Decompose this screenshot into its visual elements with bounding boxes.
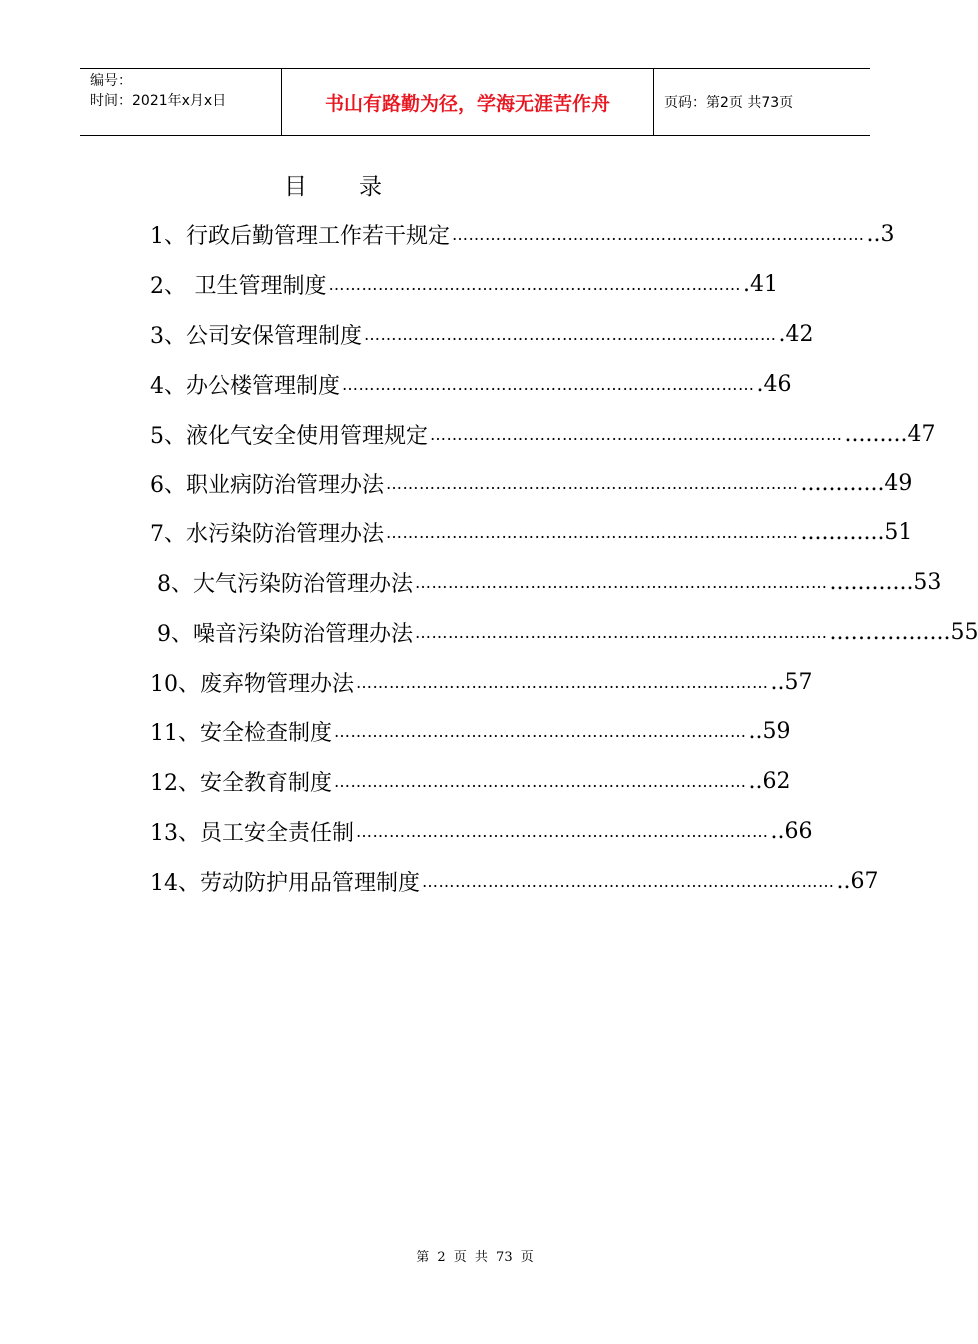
- number-label: 编号：: [90, 73, 132, 89]
- toc-entry[interactable]: [150, 468, 913, 498]
- toc-entry-title: 行政后勤管理工作若干规定: [186, 223, 451, 249]
- toc-entry-number: 4、: [150, 373, 186, 399]
- toc-entry-page: ..3: [866, 221, 895, 247]
- toc-entry-title: 液化气安全使用管理规定: [186, 423, 429, 449]
- toc-entry-number: 12、: [150, 770, 200, 796]
- toc-entry-number: 11、: [150, 720, 200, 746]
- toc-entry-title: 安全教育制度: [200, 770, 333, 796]
- toc-entry-title: 水污染防治管理办法: [186, 521, 385, 547]
- toc-leader-dots: …………………………………………………………………: [356, 821, 769, 841]
- toc-entry-title: 职业病防治管理办法: [186, 472, 385, 498]
- toc-entry-title: 公司安保管理制度: [186, 323, 363, 349]
- toc-entry[interactable]: [150, 667, 813, 697]
- toc-entry-number: 6、: [150, 472, 186, 498]
- toc-entry-title: 安全检查制度: [200, 720, 333, 746]
- toc-entry-number: 14、: [150, 870, 200, 896]
- page-header: [80, 68, 870, 136]
- toc-entry[interactable]: [150, 816, 813, 846]
- toc-entry-number: 13、: [150, 820, 200, 846]
- toc-entry-page: .41: [743, 271, 778, 297]
- toc-leader-dots: …………………………………………………………………: [364, 324, 777, 344]
- toc-entry[interactable]: [150, 369, 792, 399]
- toc-entry-page: ............53: [829, 569, 942, 595]
- toc-leader-dots: …………………………………………………………………: [452, 224, 865, 244]
- time-label: 时间：2021年x月x日: [90, 93, 227, 109]
- toc-entry-page: ..67: [836, 868, 879, 894]
- toc-leader-dots: …………………………………………………………………: [356, 672, 769, 692]
- toc-entry[interactable]: [150, 866, 879, 896]
- toc-entry-title: 员工安全责任制: [200, 820, 355, 846]
- toc-leader-dots: …………………………………………………………………: [342, 374, 755, 394]
- toc-entry[interactable]: [150, 269, 778, 299]
- toc-entry-title: 办公楼管理制度: [186, 373, 341, 399]
- toc-entry[interactable]: [150, 766, 791, 796]
- toc-entry[interactable]: [150, 716, 791, 746]
- toc-leader-dots: …………………………………………………………………: [334, 771, 747, 791]
- header-page-info: 页码：第2页 共73页: [664, 95, 794, 111]
- toc-leader-dots: …………………………………………………………………: [415, 622, 828, 642]
- toc-entry-number: 1、: [150, 223, 186, 249]
- toc-entry-number: 8、: [157, 571, 193, 597]
- page-footer: 第 2 页 共 73 页: [416, 1250, 534, 1265]
- toc-entry[interactable]: [157, 617, 978, 647]
- toc-leader-dots: …………………………………………………………………: [328, 274, 741, 294]
- toc-entry-page: ..57: [770, 669, 813, 695]
- toc-entry[interactable]: [150, 219, 895, 249]
- toc-entry-number: 2、: [150, 273, 186, 299]
- toc-entry-number: 9、: [157, 621, 193, 647]
- toc-entry-page: ..62: [748, 768, 791, 794]
- toc-entry[interactable]: [150, 419, 936, 449]
- toc-leader-dots: …………………………………………………………………: [422, 871, 835, 891]
- toc-title: 目录: [284, 174, 434, 200]
- toc-entry-number: 10、: [150, 671, 200, 697]
- toc-entry-page: ............49: [800, 470, 913, 496]
- toc-entry-number: 5、: [150, 423, 186, 449]
- toc-entry-page: .42: [778, 321, 814, 347]
- toc-entry-number: 7、: [150, 521, 186, 547]
- toc-entry-page: .........47: [844, 421, 936, 447]
- toc-entry[interactable]: [150, 319, 814, 349]
- toc-entry-title: 噪音污染防治管理办法: [193, 621, 414, 647]
- toc-entry-page: ..59: [748, 718, 791, 744]
- toc-entry-number: 3、: [150, 323, 186, 349]
- toc-leader-dots: …………………………………………………………………: [415, 572, 828, 592]
- toc-entry[interactable]: [157, 567, 942, 597]
- toc-entry[interactable]: [150, 517, 913, 547]
- toc-entry-title: 大气污染防治管理办法: [193, 571, 414, 597]
- toc-entry-title: 卫生管理制度: [194, 273, 327, 299]
- toc-entry-title: 废弃物管理办法: [200, 671, 355, 697]
- toc-entry-page: ..66: [770, 818, 813, 844]
- toc-entry-page: ............51: [800, 519, 913, 545]
- toc-leader-dots: …………………………………………………………………: [430, 424, 843, 444]
- toc-entry-title: 劳动防护用品管理制度: [200, 870, 421, 896]
- toc-entry-page: .46: [756, 371, 792, 397]
- toc-leader-dots: …………………………………………………………………: [334, 721, 747, 741]
- header-motto: 书山有路勤为径，学海无涯苦作舟: [282, 69, 654, 135]
- toc-entry-page: ...……........55: [829, 619, 978, 645]
- toc-leader-dots: …………………………………………………………………: [386, 473, 799, 493]
- header-meta: [80, 69, 282, 135]
- toc-leader-dots: …………………………………………………………………: [386, 522, 799, 542]
